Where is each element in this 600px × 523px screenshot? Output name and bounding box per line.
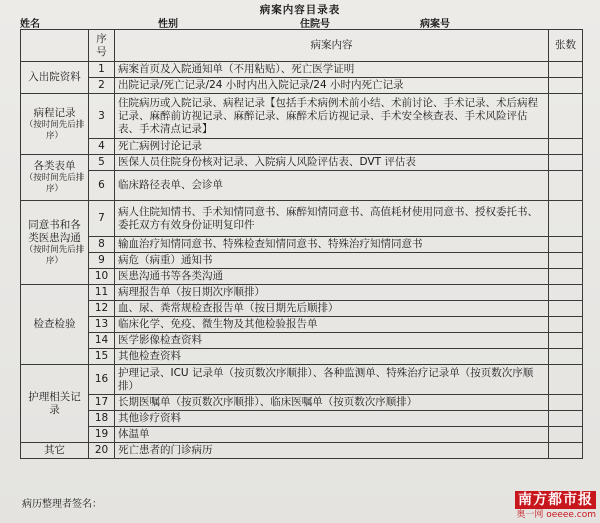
table-row (21, 395, 583, 411)
category-label: 入出院资料 (28, 71, 81, 83)
pages-cell (549, 285, 583, 301)
row-content: 死亡病例讨论记录 (115, 139, 549, 155)
category-label: 检查检验 (33, 318, 76, 330)
row-content: 病理报告单（按日期次序顺排） (115, 285, 549, 301)
table-row (21, 94, 583, 139)
category-label: 同意书和各类医患沟通 (28, 218, 81, 244)
table-row (21, 333, 583, 349)
row-number: 12 (89, 301, 115, 317)
category-cell (21, 62, 89, 94)
table-row (21, 253, 583, 269)
row-content: 输血治疗知情同意书、特殊检查知情同意书、特殊治疗知情同意书 (115, 237, 549, 253)
pages-cell (549, 139, 583, 155)
document-title: 病案内容目录表 (259, 4, 341, 16)
row-number: 2 (89, 78, 115, 94)
row-number: 6 (89, 171, 115, 201)
row-content: 医保人员住院身份核对记录、入院病人风险评估表、DVT 评估表 (115, 155, 549, 171)
row-content: 血、尿、粪常规检查报告单（按日期先后顺排） (115, 301, 549, 317)
pages-cell (549, 62, 583, 78)
table-row (21, 427, 583, 443)
row-number: 8 (89, 237, 115, 253)
pages-cell (549, 237, 583, 253)
table-row (21, 62, 583, 78)
pages-cell (549, 427, 583, 443)
row-content: 体温单 (115, 427, 549, 443)
row-content: 医学影像检查资料 (115, 333, 549, 349)
organizer-signature-label: 病历整理者签名： (22, 499, 102, 510)
table-row (21, 78, 583, 94)
pages-cell (549, 443, 583, 459)
header-pages: 张数 (549, 30, 583, 62)
table-row (21, 301, 583, 317)
pages-cell (549, 317, 583, 333)
row-number: 3 (89, 94, 115, 139)
table-row (21, 411, 583, 427)
row-content: 临床化学、免疫、微生物及其他检验报告单 (115, 317, 549, 333)
row-number: 1 (89, 62, 115, 78)
table-row (21, 171, 583, 201)
row-content: 死亡患者的门诊病历 (115, 443, 549, 459)
table-row (21, 139, 583, 155)
pages-cell (549, 301, 583, 317)
row-number: 11 (89, 285, 115, 301)
row-number: 14 (89, 333, 115, 349)
table-row (21, 443, 583, 459)
category-label: 护理相关记录 (28, 390, 81, 416)
header-gender-label: 性别 (158, 19, 178, 30)
category-note: （按时间先后排序） (24, 244, 85, 266)
row-number: 4 (89, 139, 115, 155)
category-cell (21, 285, 89, 365)
header-record-no-label: 病案号 (420, 19, 450, 30)
row-content: 医患沟通书等各类沟通 (115, 269, 549, 285)
header-seq: 序号 (89, 30, 115, 62)
header-empty-cell (21, 30, 89, 62)
pages-cell (549, 269, 583, 285)
table-header-row (21, 30, 583, 62)
category-label: 其它 (44, 444, 65, 456)
row-number: 10 (89, 269, 115, 285)
category-cell (21, 94, 89, 155)
pages-cell (549, 201, 583, 237)
header-content: 病案内容 (115, 30, 549, 62)
row-content: 临床路径表单、会诊单 (115, 171, 549, 201)
row-number: 20 (89, 443, 115, 459)
table-row (21, 201, 583, 237)
row-content: 病人住院知情书、手术知情同意书、麻醉知情同意书、高值耗材使用同意书、授权委托书、委托双方有效身份证明复印件 (115, 201, 549, 237)
category-cell (21, 365, 89, 443)
row-number: 16 (89, 365, 115, 395)
pages-cell (549, 333, 583, 349)
category-label: 各类表单 (33, 160, 76, 172)
category-label: 病程记录 (33, 106, 76, 119)
row-content: 其他诊疗资料 (115, 411, 549, 427)
table-row (21, 317, 583, 333)
row-number: 19 (89, 427, 115, 443)
category-cell (21, 201, 89, 285)
row-number: 7 (89, 201, 115, 237)
category-cell (21, 155, 89, 201)
row-content: 住院病历或入院记录、病程记录【包括手术病例术前小结、术前讨论、手术记录、术后病程记录、麻醉前访视记录、麻醉记录、麻醉术后访视记录、手术安全核查表、手术风险评估表、手术清点记录】 (115, 94, 549, 139)
table-row (21, 155, 583, 171)
pages-cell (549, 395, 583, 411)
row-number: 5 (89, 155, 115, 171)
category-cell (21, 443, 89, 459)
row-content: 长期医嘱单（按页数次序顺排）、临床医嘱单（按页数次序顺排） (115, 395, 549, 411)
pages-cell (549, 365, 583, 395)
watermark-brand: 南方都市报 (515, 491, 596, 509)
row-number: 9 (89, 253, 115, 269)
row-content: 病案首页及入院通知单（不用粘贴）、死亡医学证明 (115, 62, 549, 78)
table-row (21, 269, 583, 285)
record-contents-table (20, 29, 583, 459)
pages-cell (549, 155, 583, 171)
row-content: 病危（病重）通知书 (115, 253, 549, 269)
header-name-label: 姓名 (20, 19, 40, 30)
row-content: 其他检查资料 (115, 349, 549, 365)
table-row (21, 237, 583, 253)
table-row (21, 349, 583, 365)
row-number: 17 (89, 395, 115, 411)
category-note: （按时间先后排序） (24, 173, 85, 194)
pages-cell (549, 94, 583, 139)
row-number: 18 (89, 411, 115, 427)
row-content: 护理记录、ICU 记录单（按页数次序顺排）、各种监测单、特殊治疗记录单（按页数次序顺排） (115, 365, 549, 395)
table-row (21, 365, 583, 395)
pages-cell (549, 78, 583, 94)
pages-cell (549, 349, 583, 365)
pages-cell (549, 253, 583, 269)
table-row (21, 285, 583, 301)
category-note: （按时间先后排序） (24, 119, 85, 141)
pages-cell (549, 411, 583, 427)
row-content: 出院记录/死亡记录/24 小时内出入院记录/24 小时内死亡记录 (115, 78, 549, 94)
watermark-site: 奥一网 oeeee.com (516, 510, 596, 520)
header-admission-no-label: 住院号 (300, 19, 330, 30)
pages-cell (549, 171, 583, 201)
row-number: 13 (89, 317, 115, 333)
newspaper-watermark (510, 489, 596, 521)
row-number: 15 (89, 349, 115, 365)
